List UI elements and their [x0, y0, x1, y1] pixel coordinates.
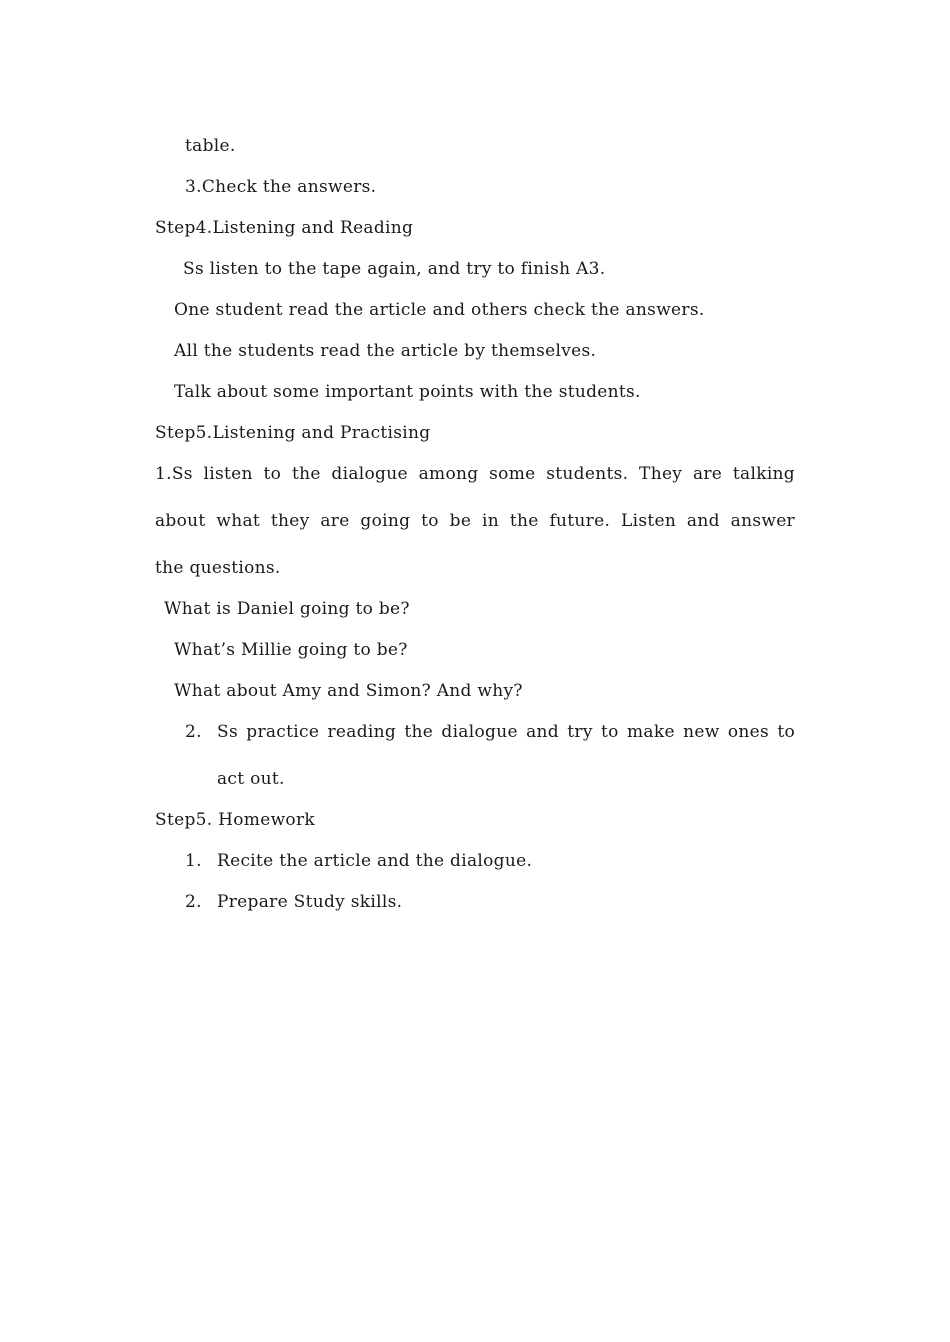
question-millie: What’s Millie going to be? [174, 640, 408, 660]
step4-heading: Step4.Listening and Reading [155, 218, 414, 238]
homework-item-2: Prepare Study skills. [217, 892, 403, 912]
step3-item-3: 3.Check the answers. [185, 177, 377, 197]
step4-line-1: Ss listen to the tape again, and try to finish A3. [183, 259, 606, 279]
homework-item-1: Recite the article and the dialogue. [217, 851, 533, 871]
homework-item-1-number: 1. [185, 851, 202, 871]
step5-heading: Step5.Listening and Practising [155, 423, 431, 443]
question-daniel: What is Daniel going to be? [164, 599, 410, 619]
step5-item-1-line-3: the questions. [155, 558, 281, 578]
step5-item-1-line-1: 1.Ss listen to the dialogue among some students. They are talking [155, 464, 795, 484]
step4-line-3: All the students read the article by themselves. [174, 341, 597, 361]
step5-item-2-line-1: Ss practice reading the dialogue and try to make new ones to [217, 722, 795, 742]
homework-item-2-number: 2. [185, 892, 202, 912]
step5-item-2-line-2: act out. [217, 769, 285, 789]
step4-line-2: One student read the article and others check the answers. [174, 300, 705, 320]
step5-item-2-number: 2. [185, 722, 202, 742]
question-amy-simon: What about Amy and Simon? And why? [174, 681, 523, 701]
step4-line-4: Talk about some important points with the students. [174, 382, 641, 402]
step5-item-1-line-2: about what they are going to be in the future. Listen and answer [155, 511, 795, 531]
homework-heading: Step5. Homework [155, 810, 315, 830]
text-line-table: table. [185, 136, 236, 156]
